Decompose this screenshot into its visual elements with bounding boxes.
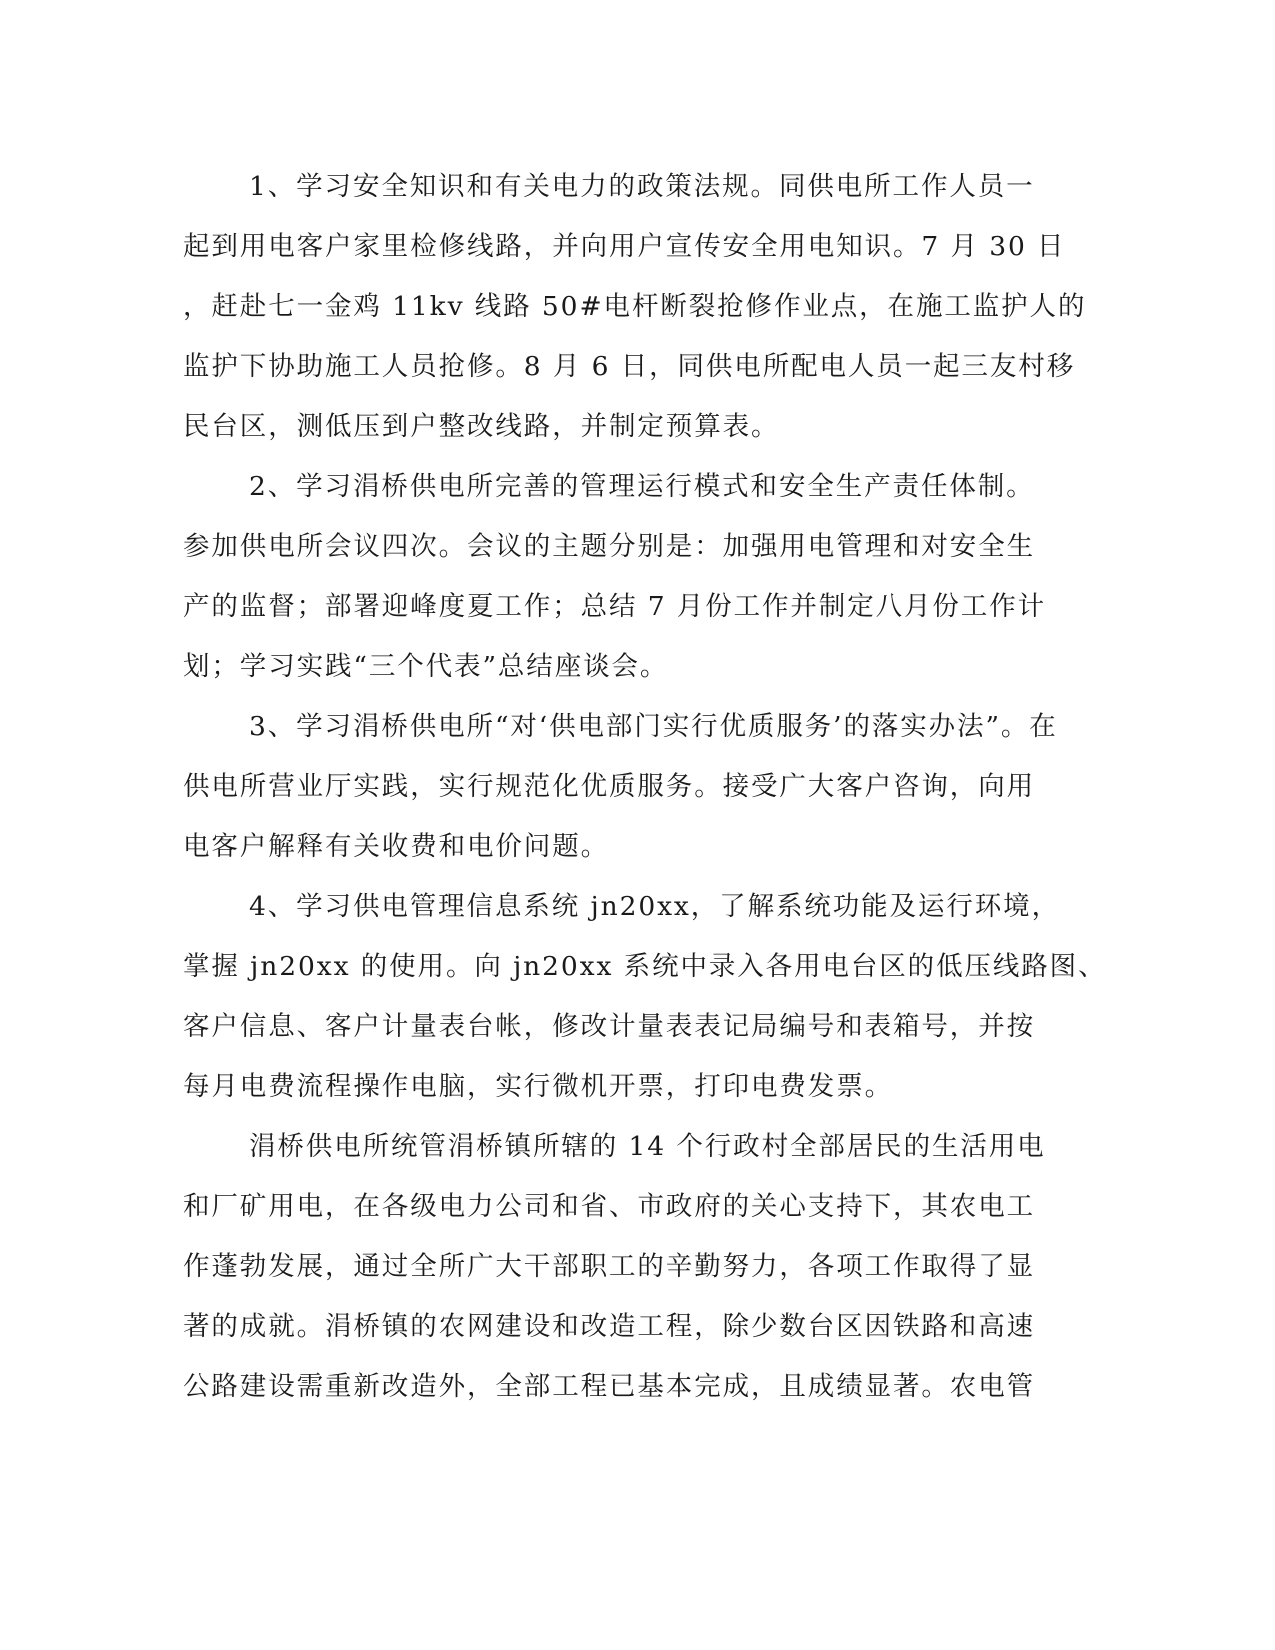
text-line: 4、学习供电管理信息系统 jn20xx，了解系统功能及运行环境，: [249, 891, 1060, 922]
document-body: [183, 157, 1107, 1417]
text-line: 民台区，测低压到户整改线路，并制定预算表。: [183, 411, 780, 442]
paragraph-3: [183, 697, 1058, 877]
paragraph-4: [183, 877, 1107, 1117]
text-line: 参加供电所会议四次。会议的主题分别是：加强用电管理和对安全生: [183, 531, 1035, 562]
text-line: 每月电费流程操作电脑，实行微机开票，打印电费发票。: [183, 1071, 893, 1102]
text-line: 3、学习涓桥供电所“对‘供电部门实行优质服务’的落实办法”。在: [249, 711, 1058, 742]
text-line: 掌握 jn20xx 的使用。向 jn20xx 系统中录入各用电台区的低压线路图、: [183, 951, 1107, 982]
text-line: 2、学习涓桥供电所完善的管理运行模式和安全生产责任体制。: [249, 471, 1035, 502]
text-line: 1、学习安全知识和有关电力的政策法规。同供电所工作人员一: [249, 171, 1035, 202]
text-line: 和厂矿用电，在各级电力公司和省、市政府的关心支持下，其农电工: [183, 1191, 1035, 1222]
text-line: 划；学习实践“三个代表”总结座谈会。: [183, 651, 669, 682]
text-line: 电客户解释有关收费和电价问题。: [183, 831, 609, 862]
text-line: 公路建设需重新改造外，全部工程已基本完成，且成绩显著。农电管: [183, 1371, 1035, 1402]
text-line: 作蓬勃发展，通过全所广大干部职工的辛勤努力，各项工作取得了显: [183, 1251, 1035, 1282]
text-line: 监护下协助施工人员抢修。8 月 6 日，同供电所配电人员一起三友村移: [183, 351, 1076, 382]
paragraph-2: [183, 457, 1047, 697]
text-line: 著的成就。涓桥镇的农网建设和改造工程，除少数台区因铁路和高速: [183, 1311, 1035, 1342]
paragraph-1: [183, 157, 1087, 457]
text-line: 客户信息、客户计量表台帐，修改计量表表记局编号和表箱号，并按: [183, 1011, 1035, 1042]
text-line: 涓桥供电所统管涓桥镇所辖的 14 个行政村全部居民的生活用电: [249, 1131, 1046, 1162]
text-line: 供电所营业厅实践，实行规范化优质服务。接受广大客户咨询，向用: [183, 771, 1035, 802]
text-line: 产的监督；部署迎峰度夏工作；总结 7 月份工作并制定八月份工作计: [183, 591, 1047, 622]
text-line: 起到用电客户家里检修线路，并向用户宣传安全用电知识。7 月 30 日: [183, 231, 1066, 262]
text-line: ，赶赴七一金鸡 11kv 线路 50#电杆断裂抢修作业点，在施工监护人的: [183, 291, 1087, 322]
paragraph-5: [183, 1117, 1046, 1417]
